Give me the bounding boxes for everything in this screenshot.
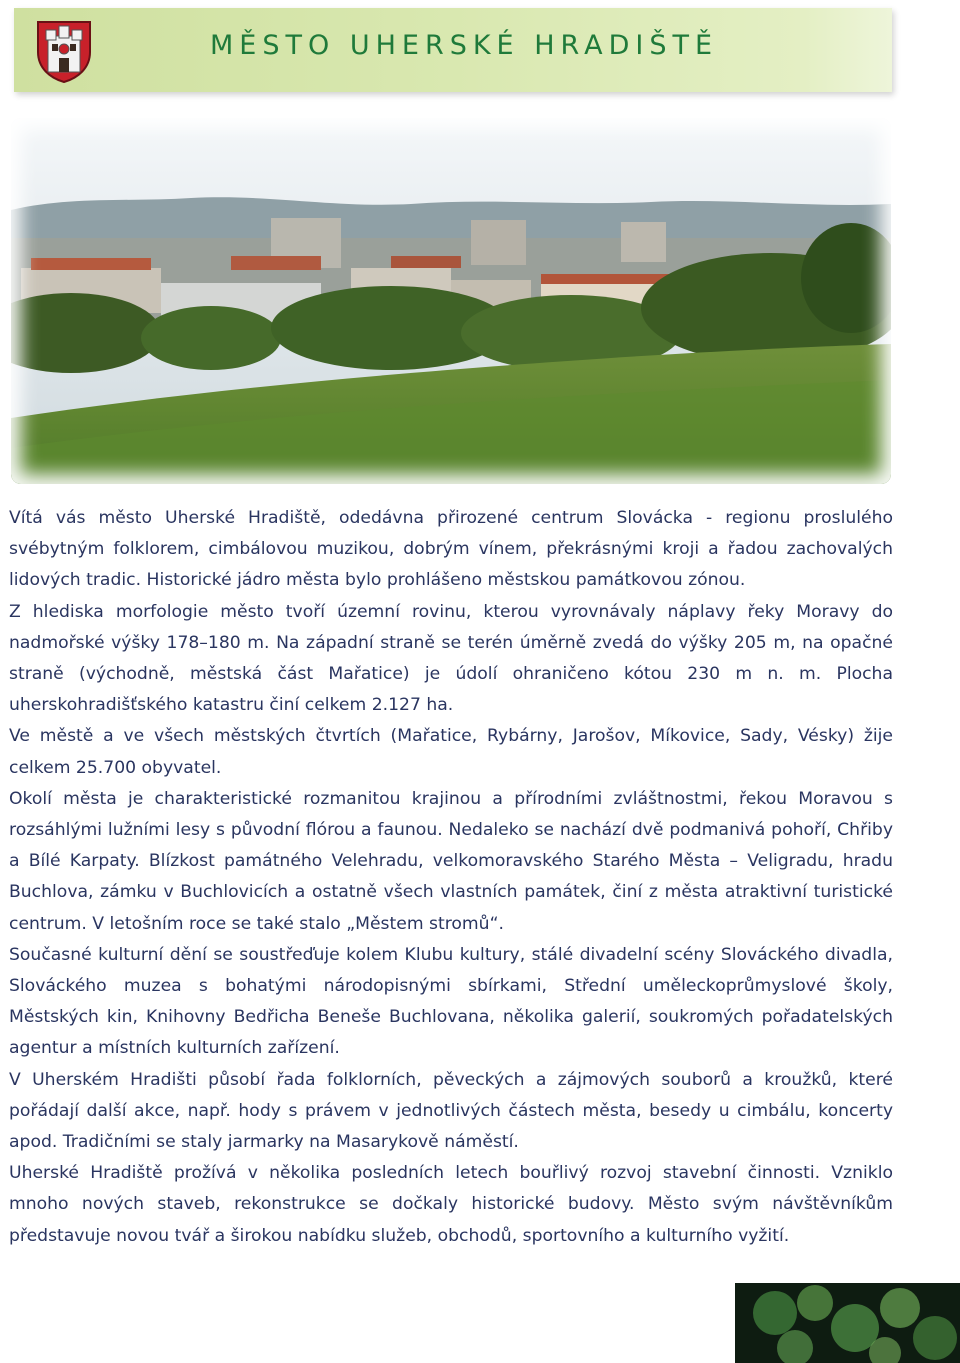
body-text [9,503,893,1252]
paragraph-development: Uherské Hradiště prožívá v několika posledních letech bouřlivý rozvoj stavební činnosti. Vzniklo mnoho nových staveb, rekonstrukce se dočkaly historické budovy. Město svým návštěvníkům představuje novou tvář a širokou nabídku služeb, obchodů, sportovního a kulturního vyžití. [9,1163,893,1246]
page-title: MĚSTO UHERSKÉ HRADIŠTĚ [210,30,719,61]
corner-foliage-image [735,1283,960,1363]
paragraph-culture: Současné kulturní dění se soustřeďuje kolem Klubu kultury, stálé divadelní scény Slováckého divadla, Slováckého muzea s bohatými národopisnými sbírkami, Střední uměleckoprůmyslové školy, Městských kin, Knihovny Bedřicha Beneše Buchlovana, několika galerií, soukromých pořadatelských agentur a místních kulturních zařízení. [9,944,893,1059]
paragraph-morphology: Z hlediska morfologie město tvoří územní rovinu, kterou vyrovnávaly náplavy řeky Moravy do nadmořské výšky 178–180 m. Na západní straně se terén úměrně zvedá do výšky 205 m, na opačné straně (východně, městská část Mařatice) je údolí ohraničeno kótou 230 m n. m. Plocha uherskohradišťského katastru činí celkem 2.127 ha. [9,601,893,716]
city-coat-of-arms-icon [34,18,94,84]
paragraph-folklore: V Uherském Hradišti působí řada folklorních, pěveckých a zájmových souborů a kroužků, které pořádají další akce, např. hody s právem v jednotlivých částech města, besedy u cimbálu, koncerty apod. Tradičními se staly jarmarky na Masarykově náměstí. [9,1069,893,1153]
paragraph-population: Ve městě a ve všech městských čtvrtích (Mařatice, Rybárny, Jarošov, Míkovice, Sady, Vésky) žije celkem 25.700 obyvatel. [9,726,893,778]
paragraph-welcome: Vítá vás město Uherské Hradiště, odedávna přirozené centrum Slovácka - regionu proslulého svébytným folklorem, cimbálovou muzikou, dobrým vínem, překrásnými kroji a řadou zachovalých lidových tradic. Historické jádro města bylo prohlášeno městskou památkovou zónou. [9,508,893,591]
city-panorama-photo [11,118,891,484]
paragraph-surroundings: Okolí města je charakteristické rozmanitou krajinou a přírodními zvláštnostmi, řekou Moravou s rozsáhlými lužními lesy s původní flórou a faunou. Nedaleko se nachází dvě podmanivá pohoří, Chřiby a Bílé Karpaty. Blízkost památného Velehradu, velkomoravského Starého Města – Veligradu, hradu Buchlova, zámku v Buchlovicích a ostatně všech vlastních památek, činí z města atraktivní turistické centrum. V letošním roce se také stalo „Městem stromů“. [9,788,893,934]
